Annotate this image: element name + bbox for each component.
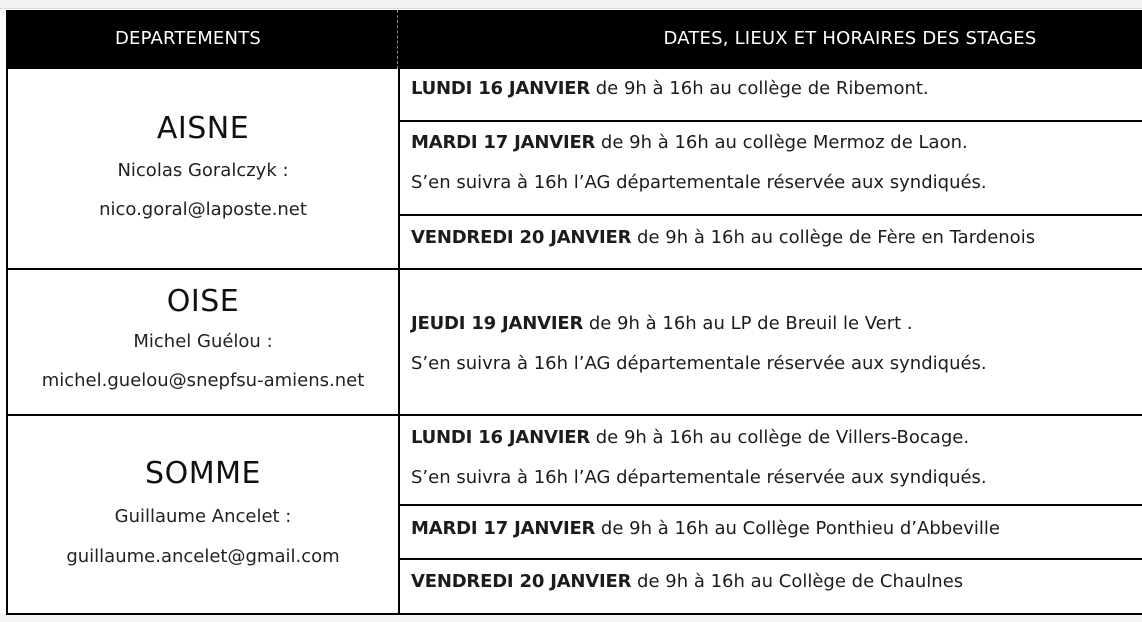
session-row: [411, 562, 1139, 602]
session-date: VENDREDI 20 JANVIER: [411, 571, 632, 592]
department-contact: Nicolas Goralczyk :: [117, 160, 289, 181]
session-note: S’en suivra à 16h l’AG départementale réservée aux syndiqués.: [411, 172, 987, 193]
department-name: OISE: [166, 284, 240, 319]
department-name: SOMME: [145, 456, 261, 491]
session-row: [411, 218, 1139, 258]
session-note: S’en suivra à 16h l’AG départementale réservée aux syndiqués.: [411, 467, 987, 488]
department-email[interactable]: guillaume.ancelet@gmail.com: [66, 546, 340, 567]
session-row: [411, 123, 1139, 203]
session-details: de 9h à 16h au collège de Fère en Tardenois: [631, 227, 1036, 248]
row-divider: [398, 558, 1142, 560]
session-date: MARDI 17 JANVIER: [411, 132, 596, 153]
session-row: [411, 69, 1139, 109]
session-details: de 9h à 16h au collège de Ribemont.: [590, 78, 929, 99]
header-dates-lieux-horaires: DATES, LIEUX ET HORAIRES DES STAGES: [663, 28, 1037, 49]
department-contact: Guillaume Ancelet :: [114, 506, 292, 527]
session-details: de 9h à 16h au Collège Ponthieu d’Abbeville: [595, 518, 1000, 539]
department-name: AISNE: [156, 111, 250, 146]
session-note: S’en suivra à 16h l’AG départementale réservée aux syndiqués.: [411, 353, 987, 374]
session-row: [411, 304, 1139, 384]
row-divider: [398, 504, 1142, 506]
session-date: LUNDI 16 JANVIER: [411, 78, 591, 99]
session-details: de 9h à 16h au collège de Villers-Bocage.: [590, 427, 970, 448]
department-aisne: [8, 107, 398, 229]
session-date: VENDREDI 20 JANVIER: [411, 227, 632, 248]
session-date: MARDI 17 JANVIER: [411, 518, 596, 539]
session-date: JEUDI 19 JANVIER: [411, 313, 584, 334]
page-bottom-edge: [0, 614, 1142, 622]
row-divider: [398, 120, 1142, 122]
department-divider: [8, 414, 1142, 416]
session-date: LUNDI 16 JANVIER: [411, 427, 591, 448]
session-details: de 9h à 16h au LP de Breuil le Vert .: [583, 313, 913, 334]
header-departements: DEPARTEMENTS: [114, 28, 261, 49]
session-details: de 9h à 16h au Collège de Chaulnes: [631, 571, 964, 592]
session-details: de 9h à 16h au collège Mermoz de Laon.: [595, 132, 968, 153]
department-email[interactable]: michel.guelou@snepfsu-amiens.net: [41, 370, 365, 391]
department-contact: Michel Guélou :: [133, 331, 273, 352]
row-divider: [398, 214, 1142, 216]
page-top-edge: [0, 0, 1142, 9]
stages-table: [6, 10, 1142, 615]
department-oise: [8, 282, 398, 400]
department-divider: [8, 268, 1142, 270]
column-divider: [398, 69, 400, 613]
session-row: [411, 418, 1139, 498]
department-somme: [8, 451, 398, 577]
department-email[interactable]: nico.goral@laposte.net: [99, 199, 307, 220]
table-header: [8, 10, 1142, 69]
session-row: [411, 509, 1139, 549]
